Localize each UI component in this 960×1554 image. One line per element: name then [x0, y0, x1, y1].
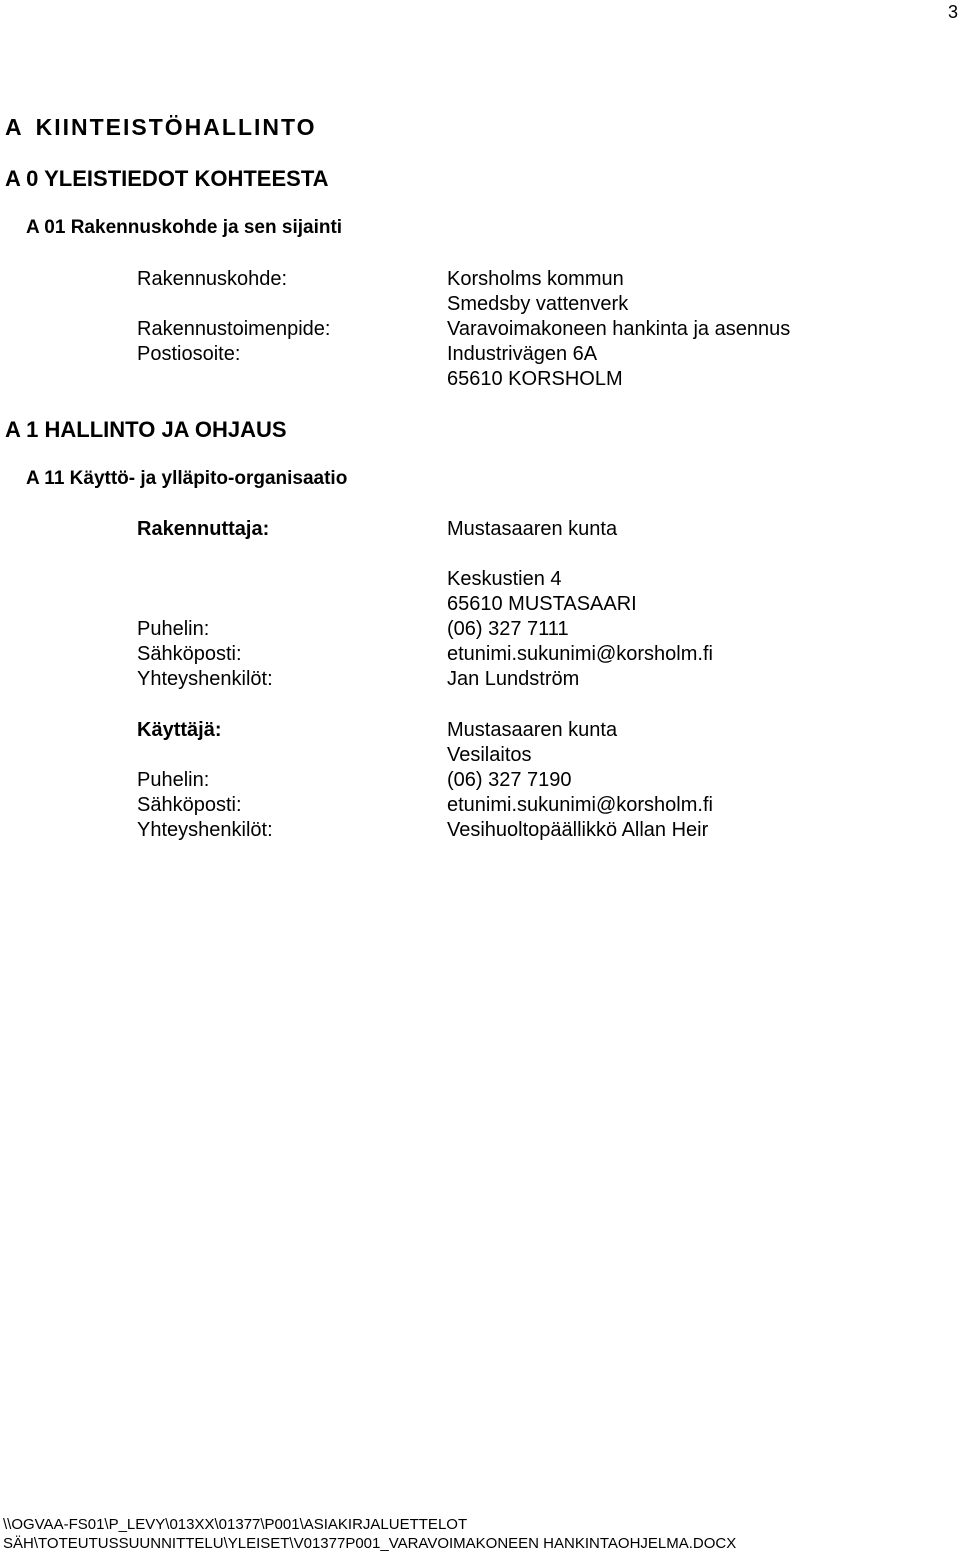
heading-a11: A 11 Käyttö- ja ylläpito-organisaatio	[26, 468, 348, 489]
heading-a0: A 0 YLEISTIEDOT KOHTEESTA	[5, 166, 329, 191]
value-kayttaja-phone: (06) 327 7190	[447, 769, 572, 791]
value-rakennuttaja-phone: (06) 327 7111	[447, 618, 569, 640]
value-rakennuttaja-name: Mustasaaren kunta	[447, 518, 618, 540]
value-kohde-line2: Smedsby vattenverk	[447, 293, 629, 315]
value-kayttaja-email: etunimi.sukunimi@korsholm.fi	[447, 794, 713, 816]
value-kayttaja-contact: Vesihuoltopäällikkö Allan Heir	[447, 819, 709, 841]
heading-a1: A 1 HALLINTO JA OHJAUS	[5, 417, 287, 442]
label-kayttaja: Käyttäjä:	[137, 719, 222, 741]
footer-path-line2: SÄH\TOTEUTUSSUUNNITTELU\YLEISET\V01377P001_VARAVOIMAKONEEN HANKINTAOHJELMA.DOCX	[3, 1535, 737, 1552]
label-rakennuskohde: Rakennuskohde:	[137, 268, 288, 290]
value-kohde-line1: Korsholms kommun	[447, 268, 624, 290]
heading-a01: A 01 Rakennuskohde ja sen sijainti	[26, 217, 343, 238]
label-rakennuttaja-contact: Yhteyshenkilöt:	[137, 668, 273, 690]
label-kayttaja-phone: Puhelin:	[137, 769, 210, 791]
heading-a-text: KIINTEISTÖHALLINTO	[35, 114, 317, 140]
label-rakennustoimenpide: Rakennustoimenpide:	[137, 318, 331, 340]
label-rakennuttaja-phone: Puhelin:	[137, 618, 210, 640]
label-kayttaja-email: Sähköposti:	[137, 794, 242, 816]
value-rakennuttaja-contact: Jan Lundström	[447, 668, 580, 690]
value-osoite-line1: Industrivägen 6A	[447, 343, 598, 365]
value-kayttaja-unit: Vesilaitos	[447, 744, 532, 766]
value-rakennustoimenpide: Varavoimakoneen hankinta ja asennus	[447, 318, 791, 340]
heading-a-kiinteistohallinto	[5, 114, 317, 141]
label-kayttaja-contact: Yhteyshenkilöt:	[137, 819, 273, 841]
value-rakennuttaja-postal: 65610 MUSTASAARI	[447, 593, 637, 615]
value-kayttaja-name: Mustasaaren kunta	[447, 719, 618, 741]
page-number: 3	[947, 2, 958, 22]
value-rakennuttaja-email: etunimi.sukunimi@korsholm.fi	[447, 643, 713, 665]
footer-path-line1: \\OGVAA-FS01\P_LEVY\013XX\01377\P001\ASIAKIRJALUETTELOT	[3, 1516, 468, 1533]
label-rakennuttaja-email: Sähköposti:	[137, 643, 242, 665]
heading-a-number: A	[5, 114, 22, 140]
value-osoite-line2: 65610 KORSHOLM	[447, 368, 623, 390]
value-rakennuttaja-street: Keskustien 4	[447, 568, 562, 590]
label-rakennuttaja: Rakennuttaja:	[137, 518, 270, 540]
label-postiosoite: Postiosoite:	[137, 343, 241, 365]
